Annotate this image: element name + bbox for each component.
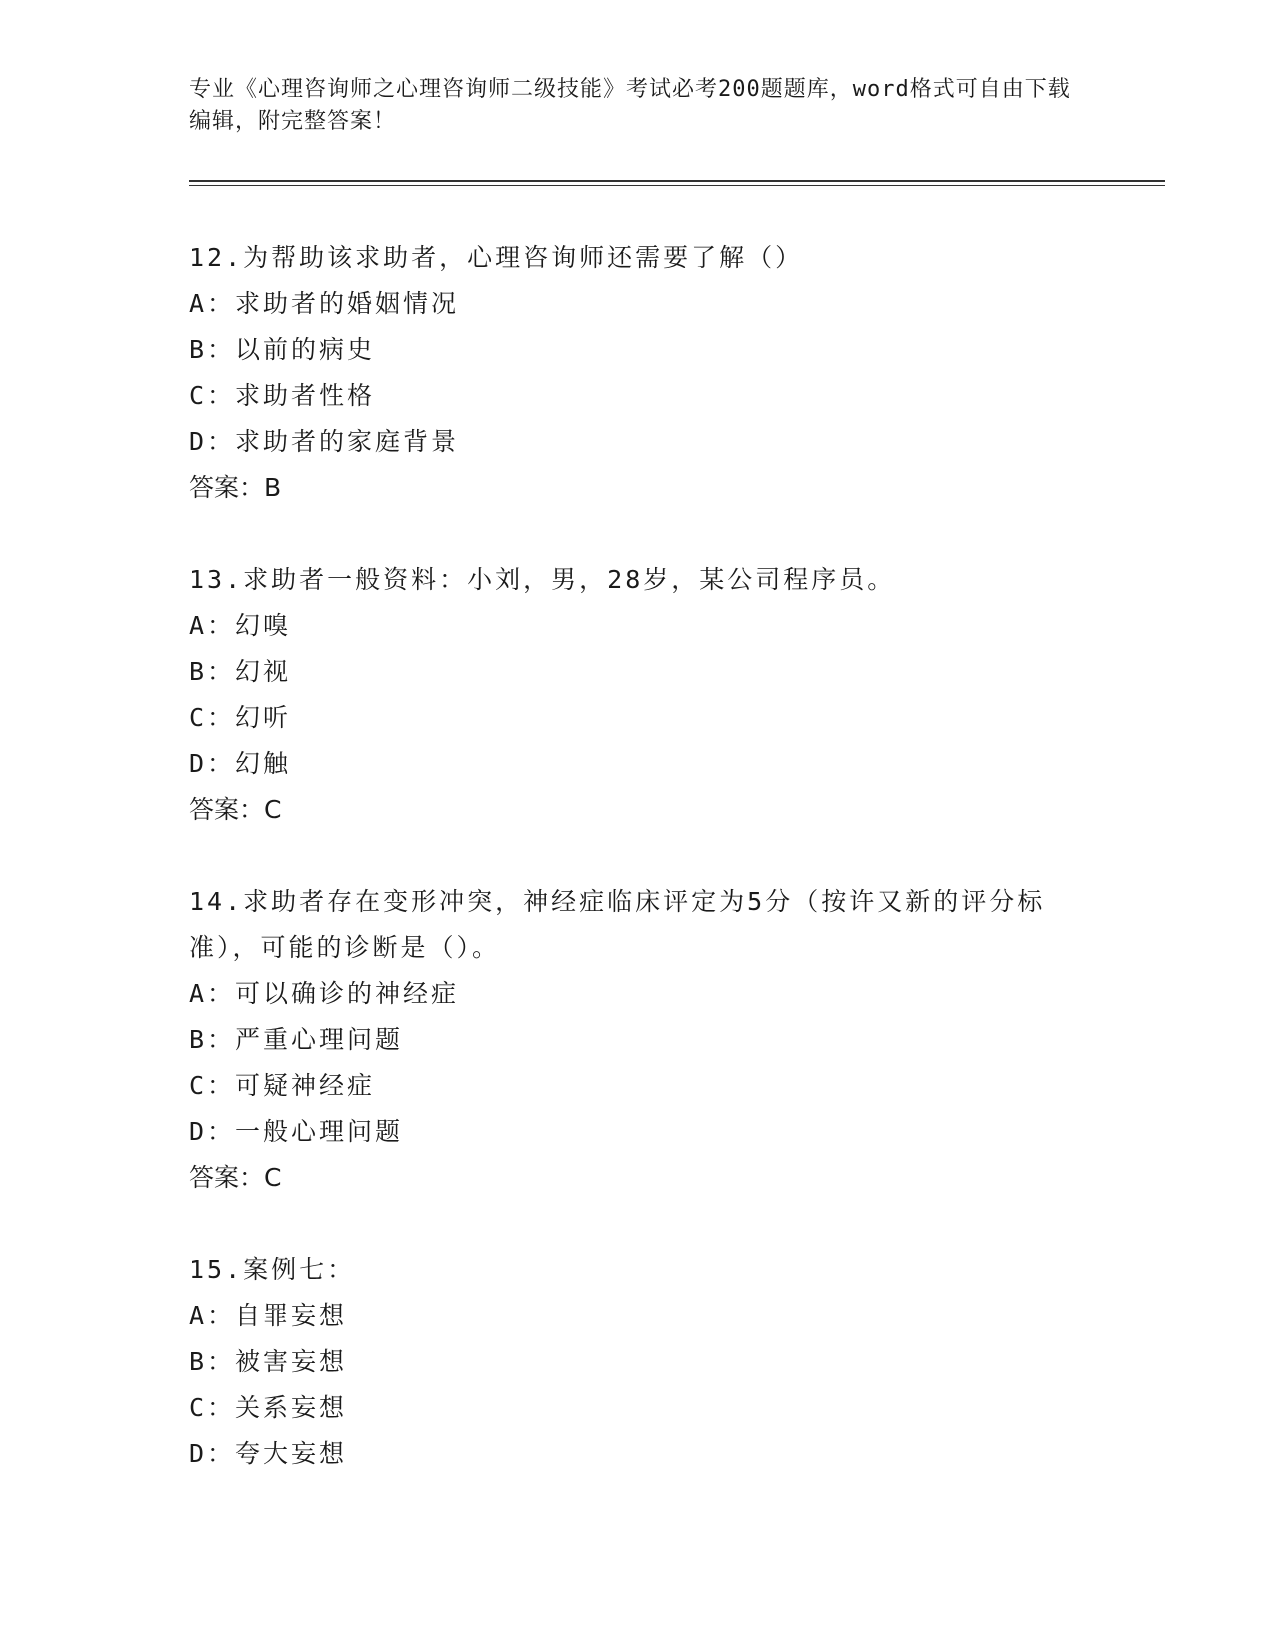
question-15 [189, 1247, 1089, 1477]
question-12 [189, 235, 1089, 511]
question-13 [189, 557, 1089, 833]
option-d: D：幻触 [189, 749, 292, 778]
document-header-text: 专业《心理咨询师之心理咨询师二级技能》考试必考200题题库，word格式可自由下载编辑，附完整答案！ [189, 77, 1071, 134]
option-c: C：求助者性格 [189, 381, 376, 410]
answer-text: 答案：C [189, 1163, 282, 1192]
option-b: B：幻视 [189, 657, 292, 686]
option-d: D：一般心理问题 [189, 1117, 404, 1146]
option-a: A：可以确诊的神经症 [189, 979, 460, 1008]
question-stem: 12.为帮助该求助者，心理咨询师还需要了解（） [189, 243, 804, 272]
option-c: C：幻听 [189, 703, 292, 732]
question-stem: 14.求助者存在变形冲突，神经症临床评定为5分（按许又新的评分标准），可能的诊断是（）。 [189, 887, 1046, 962]
option-c: C：关系妄想 [189, 1393, 348, 1422]
option-d: D：求助者的家庭背景 [189, 427, 460, 456]
option-b: B：被害妄想 [189, 1347, 348, 1376]
answer-text: 答案：C [189, 795, 282, 824]
option-b: B：以前的病史 [189, 335, 376, 364]
option-c: C：可疑神经症 [189, 1071, 376, 1100]
answer-text: 答案：B [189, 473, 282, 502]
option-b: B：严重心理问题 [189, 1025, 404, 1054]
question-14 [189, 879, 1089, 1201]
option-a: A：幻嗅 [189, 611, 292, 640]
question-stem: 15.案例七： [189, 1255, 356, 1284]
option-d: D：夸大妄想 [189, 1439, 348, 1468]
header-divider [189, 180, 1165, 186]
question-stem: 13.求助者一般资料：小刘，男，28岁，某公司程序员。 [189, 565, 896, 594]
option-a: A：自罪妄想 [189, 1301, 348, 1330]
option-a: A：求助者的婚姻情况 [189, 289, 460, 318]
question-list [189, 235, 1089, 1523]
